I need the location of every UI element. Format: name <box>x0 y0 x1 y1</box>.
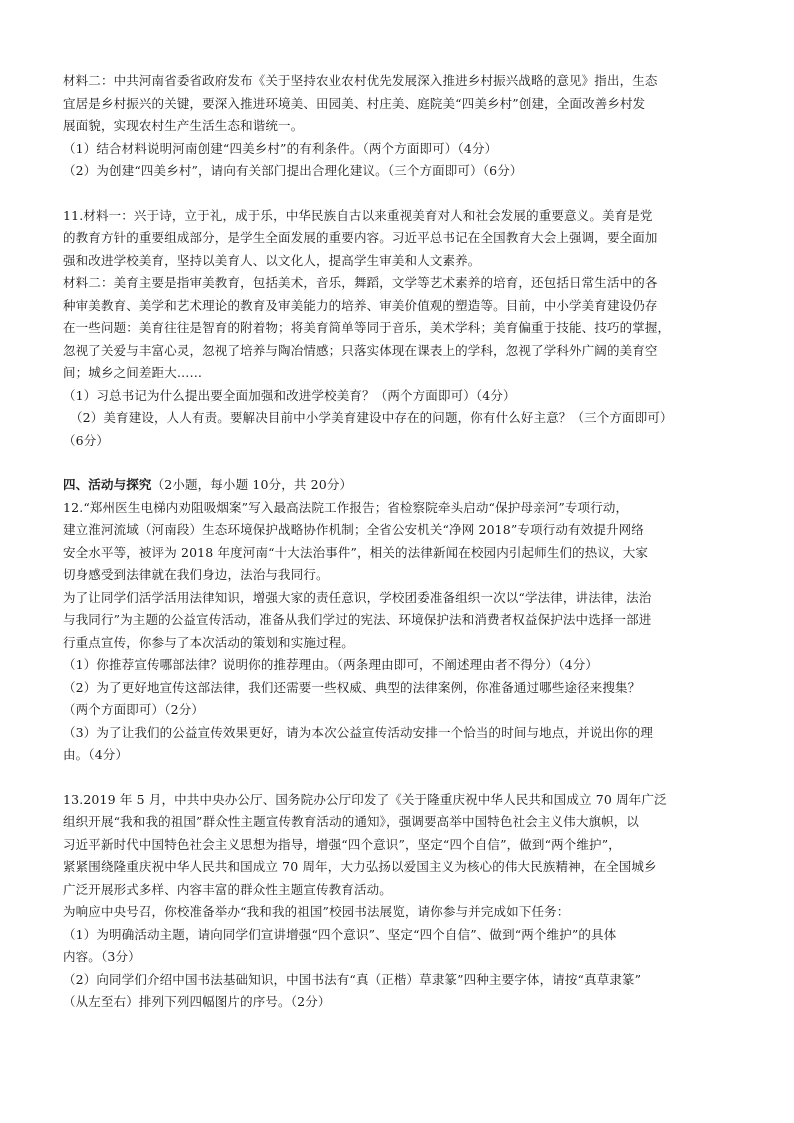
material-2-line: 材料二：中共河南省委省政府发布《关于坚持农业农村优先发展深入推进乡村振兴战略的意见》指出，生态 <box>63 73 658 88</box>
material-2-block <box>63 70 735 183</box>
q12-material-line: 为了让同学们活学活用法律知识，增强大家的责任意识，学校团委准备组织一次以“学法律，讲法律，法治 <box>63 589 652 605</box>
q12-question-line: （2）为了更好地宣传这部法律，我们还需要一些权威、典型的法律案例，你准备通过哪些途径来搜集？ <box>63 679 641 695</box>
material-2-line: 宜居是乡村振兴的关键，要深入推进环境美、田园美、村庄美、庭院美“四美乡村”创建，全面改善乡村发 <box>63 95 646 111</box>
q11-material-line: 材料二：美育主要是指审美教育，包括美术，音乐，舞蹈，文学等艺术素养的培育，还包括日常生活中的各 <box>63 275 658 290</box>
q13-question-line: （1）为明确活动主题，请向同学们宣讲增强“四个意识”、坚定“四个自信”、做到“两个维护”的具体 <box>63 926 617 942</box>
question-line: （2）为创建“四美乡村”，请向有关部门提出合理化建议。（三个方面即可）（6分） <box>63 163 523 178</box>
section-note: （2小题，每小题 10分，共 20分） <box>151 477 353 492</box>
q13-material-line: 13.2019 年 5 月，中共中央办公厅、国务院办公厅印发了《关于隆重庆祝中华人民共和国成立 70 周年广泛 <box>63 791 667 807</box>
q11-material-line: 种审美教育、美学和艺术理论的教育及审美能力的培养、审美价值观的塑造等。目前，中小学美育建设仍存 <box>63 297 658 313</box>
question-12 <box>63 497 735 767</box>
question-11 <box>63 205 735 453</box>
q12-material-line: 与我同行”为主题的公益宣传活动，准备从我们学过的宪法、环境保护法和消费者权益保护法中选择一部进 <box>63 612 652 627</box>
question-line: （1）结合材料说明河南创建“四美乡村”的有利条件。（两个方面即可）（4分） <box>63 140 498 156</box>
q12-material-line: 切身感受到法律就在我们身边，法治与我同行。 <box>63 567 329 582</box>
q11-question-1: （1）习总书记为什么提出要全面加强和改进学校美育？（两个方面即可）（4分） <box>63 387 516 403</box>
q12-question-line: （3）为了让我们的公益宣传效果更好，请为本次公益宣传活动安排一个恰当的时间与地点，并说出你的理 <box>63 724 654 740</box>
q12-material-line: 安全水平等，被评为 2018 年度河南“十大法治事件”，相关的法律新闻在校园内引起师生们的热议，大家 <box>63 544 649 560</box>
q11-material-line: 在一些问题：美育往往是智育的附着物；将美育简单等同于音乐，美术学科；美育偏重于技能、技巧的掌握， <box>63 320 671 335</box>
material-2-line: 展面貌，实现农村生产生活生态和谐统一。 <box>63 118 304 133</box>
q12-question-line: （1）你推荐宣传哪部法律？说明你的推荐理由。（两条理由即可，不阐述理由者不得分）（4分） <box>63 657 599 672</box>
q13-material-line: 组织开展“我和我的祖国”群众性主题宣传教育活动的通知》，强调要高举中国特色社会主义伟大旗帜，以 <box>63 814 640 829</box>
section-title: 四、活动与探究 <box>63 477 152 492</box>
q13-material-line: 习近平新时代中国特色社会主义思想为指导，增强“四个意识”，坚定“四个自信”，做到“两个维护”， <box>63 836 621 852</box>
question-13 <box>63 789 735 1014</box>
q12-question-line: （两个方面即可）（2分） <box>63 702 205 717</box>
q11-question-2: （2）美育建设，人人有责。要解决目前中小学美育建设中存在的问题，你有什么好主意？（三个方面即可） <box>70 410 673 425</box>
q11-question-2-score: （6分） <box>63 432 110 448</box>
q13-material-line: 紧紧围绕隆重庆祝中华人民共和国成立 70 周年，大力弘扬以爱国主义为核心的伟大民族精神，在全国城乡 <box>63 859 657 874</box>
q12-material-line: 建立淮河流域（河南段）生态环境保护战略协作机制；全省公安机关“净网 2018”专项行动有效提升网络 <box>63 522 644 537</box>
q13-material-line: 广泛开展形式多样、内容丰富的群众性主题宣传教育活动。 <box>63 881 392 897</box>
exam-page <box>63 70 735 1014</box>
q12-material-line: 行重点宣传，你参与了本次活动的策划和实施过程。 <box>63 634 354 650</box>
q13-material-line: 为响应中央号召，你校准备举办“我和我的祖国”校园书法展览，请你参与并完成如下任务： <box>63 904 570 919</box>
q11-material-line: 间；城乡之间差距大…… <box>63 365 203 380</box>
q12-question-line: 由。（4分） <box>63 747 129 762</box>
q13-question-line: （2）向同学们介绍中国书法基础知识，中国书法有“真（正楷）草隶篆”四种主要字体，请按“真草隶篆” <box>63 971 642 987</box>
q11-material-line: 强和改进学校美育，坚持以美育人、以文化人，提高学生审美和人文素养。 <box>63 252 481 268</box>
q11-material-line: 的教育方针的重要组成部分，是学生全面发展的重要内容。习近平总书记在全国教育大会上强调，要全面加 <box>63 230 658 245</box>
q11-material-line: 11.材料一：兴于诗，立于礼，成于乐，中华民族自古以来重视美育对人和社会发展的重要意义。美育是党 <box>63 207 653 223</box>
section-heading <box>63 474 735 497</box>
q13-question-line: 内容。（3分） <box>63 949 141 964</box>
q11-material-line: 忽视了关爱与丰富心灵，忽视了培养与陶冶情感；只落实体现在课表上的学科，忽视了学科外广阔的美育空 <box>63 342 658 358</box>
q13-question-line: （从左至右）排列下列四幅图片的序号。（2分） <box>63 994 331 1009</box>
q12-material-line: 12.“郑州医生电梯内劝阻吸烟案”写入最高法院工作报告；省检察院牵头启动“保护母亲河”专项行动， <box>63 499 629 515</box>
